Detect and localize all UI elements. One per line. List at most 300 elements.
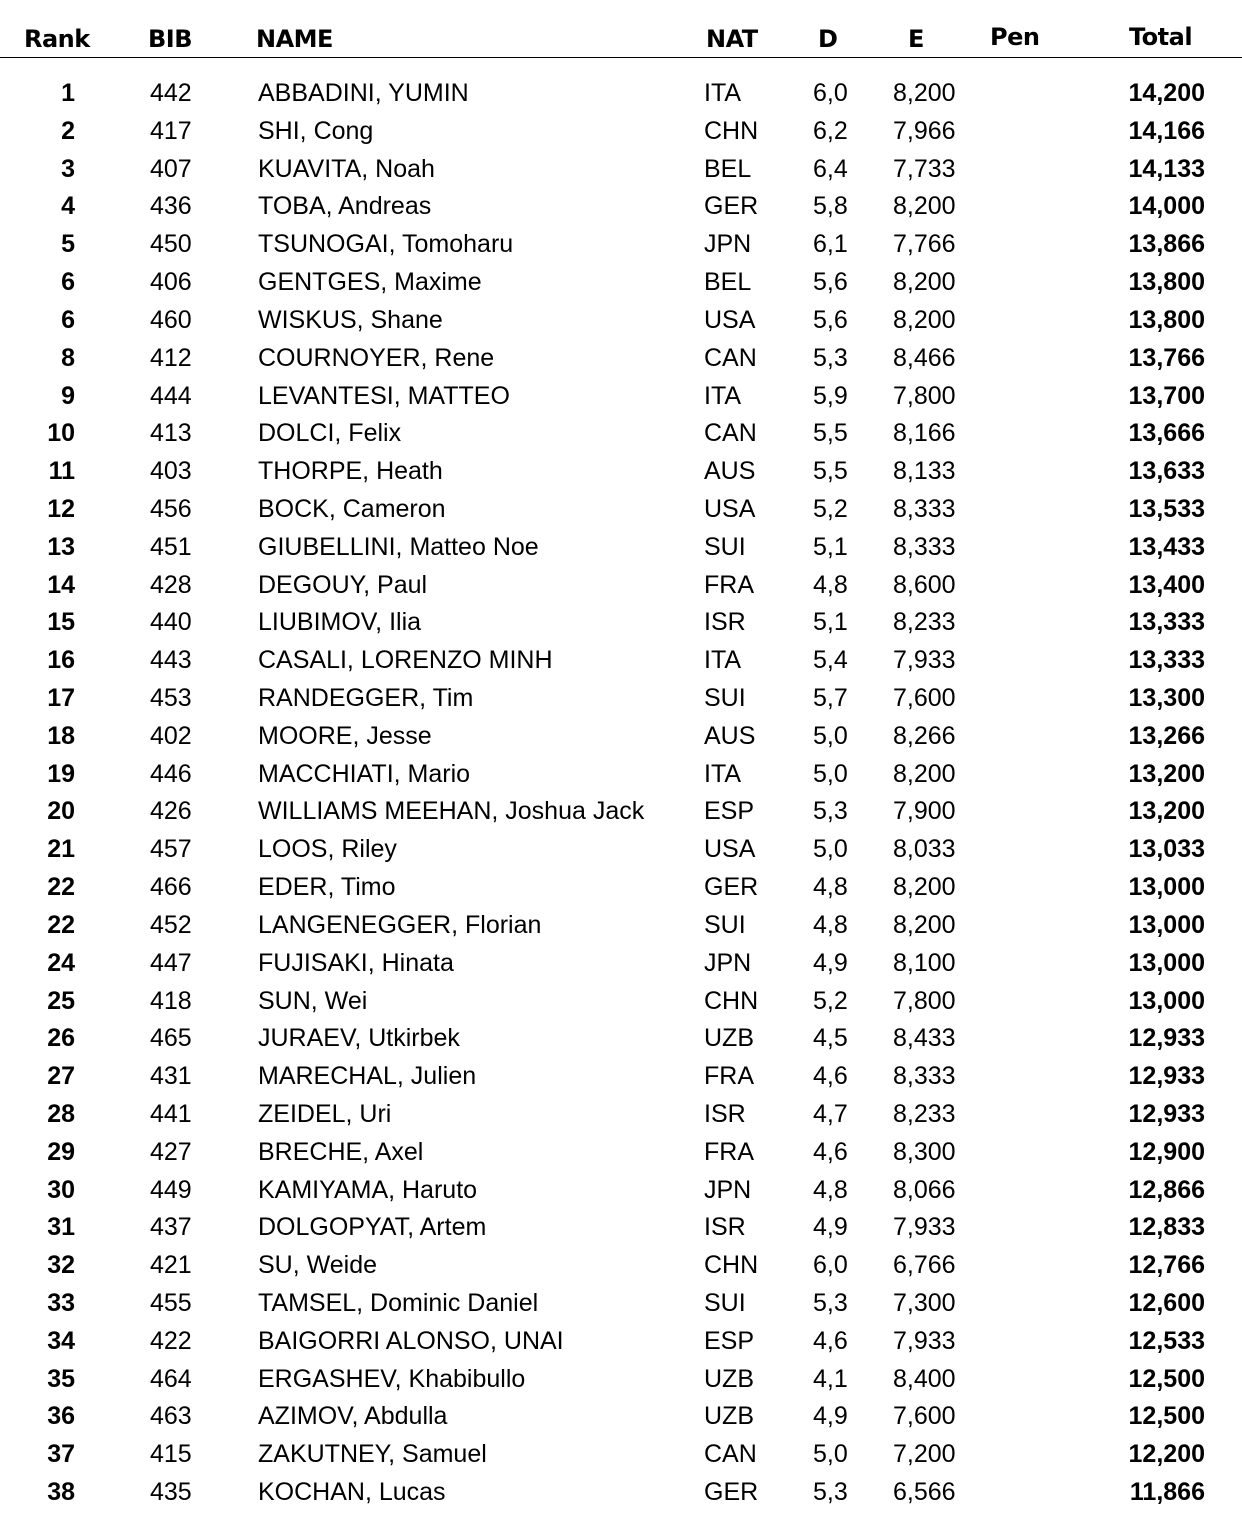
e-score-cell: 8,200 — [893, 79, 956, 107]
table-row — [0, 641, 1242, 679]
nat-cell: CHN — [704, 986, 759, 1015]
table-row — [0, 1473, 1242, 1511]
bib-cell: 457 — [150, 835, 192, 864]
table-row — [0, 150, 1242, 188]
nat-cell: SUI — [704, 532, 746, 561]
nat-cell: USA — [704, 494, 756, 523]
total-cell: 14,166 — [1128, 116, 1205, 145]
table-row — [0, 755, 1242, 793]
nat-cell: UZB — [704, 1402, 754, 1431]
rank-cell: 19 — [47, 759, 75, 788]
d-score-cell: 5,1 — [813, 532, 848, 561]
total-cell: 12,933 — [1128, 1024, 1205, 1053]
rank-cell: 31 — [47, 1213, 75, 1242]
e-score-cell: 8,066 — [893, 1175, 956, 1204]
bib-cell: 466 — [150, 873, 192, 902]
e-score-cell: 8,200 — [893, 759, 956, 788]
table-row — [0, 1397, 1242, 1435]
e-score-cell: 8,433 — [893, 1024, 956, 1053]
d-score-cell: 4,6 — [813, 1137, 848, 1166]
name-cell: GENTGES, Maxime — [258, 268, 482, 297]
total-cell: 12,933 — [1128, 1062, 1205, 1091]
d-score-cell: 5,8 — [813, 192, 848, 221]
total-cell: 13,000 — [1128, 948, 1205, 977]
name-cell: TOBA, Andreas — [258, 192, 432, 221]
nat-cell: ITA — [704, 381, 742, 410]
rank-cell: 15 — [47, 608, 75, 637]
bib-cell: 451 — [150, 532, 192, 561]
nat-cell: ISR — [704, 1213, 746, 1242]
total-cell: 12,900 — [1128, 1137, 1205, 1166]
name-cell: ABBADINI, YUMIN — [258, 79, 469, 107]
total-cell: 12,766 — [1128, 1251, 1205, 1280]
e-score-cell: 8,133 — [893, 457, 956, 486]
e-score-cell: 8,166 — [893, 419, 956, 448]
nat-cell: GER — [704, 873, 759, 902]
nat-cell: AUS — [704, 457, 756, 486]
nat-cell: UZB — [704, 1024, 754, 1053]
bib-cell: 452 — [150, 910, 192, 939]
total-cell: 13,800 — [1128, 305, 1205, 334]
total-cell: 13,433 — [1128, 532, 1205, 561]
nat-cell: GER — [704, 1478, 759, 1507]
bib-cell: 444 — [150, 381, 192, 410]
table-row — [0, 566, 1242, 604]
rank-cell: 33 — [47, 1289, 75, 1317]
name-cell: DOLGOPYAT, Artem — [258, 1213, 487, 1242]
table-row — [0, 1095, 1242, 1133]
d-score-cell: 4,8 — [813, 910, 848, 939]
rank-cell: 16 — [47, 646, 75, 675]
rank-cell: 13 — [47, 532, 75, 561]
table-row — [0, 263, 1242, 301]
table-row — [0, 982, 1242, 1020]
nat-cell: ISR — [704, 608, 746, 637]
rank-cell: 22 — [47, 910, 75, 939]
name-cell: WILLIAMS MEEHAN, Joshua Jack — [258, 797, 645, 826]
total-cell: 13,000 — [1128, 986, 1205, 1015]
rank-cell: 37 — [47, 1440, 75, 1469]
d-score-cell: 5,5 — [813, 419, 848, 448]
name-cell: LIUBIMOV, Ilia — [258, 608, 422, 637]
rank-cell: 22 — [47, 873, 75, 902]
e-score-cell: 8,200 — [893, 873, 956, 902]
rank-cell: 27 — [47, 1062, 75, 1091]
bib-cell: 463 — [150, 1402, 192, 1431]
e-score-cell: 8,233 — [893, 608, 956, 637]
table-row — [0, 679, 1242, 717]
d-score-cell: 5,3 — [813, 1478, 848, 1507]
nat-cell: SUI — [704, 1289, 746, 1317]
d-score-cell: 5,3 — [813, 343, 848, 372]
bib-cell: 428 — [150, 570, 192, 599]
e-score-cell: 8,200 — [893, 192, 956, 221]
d-score-cell: 5,5 — [813, 457, 848, 486]
e-score-cell: 7,300 — [893, 1289, 956, 1317]
d-score-cell: 5,0 — [813, 759, 848, 788]
rank-cell: 35 — [47, 1364, 75, 1393]
rank-cell: 8 — [61, 343, 75, 372]
d-score-cell: 5,7 — [813, 684, 848, 712]
total-cell: 14,133 — [1128, 154, 1205, 183]
total-cell: 13,200 — [1128, 797, 1205, 826]
nat-cell: USA — [704, 305, 756, 334]
rank-cell: 20 — [47, 797, 75, 826]
name-cell: LOOS, Riley — [258, 835, 397, 864]
name-cell: BRECHE, Axel — [258, 1137, 424, 1166]
total-cell: 13,666 — [1128, 419, 1205, 448]
name-cell: COURNOYER, Rene — [258, 343, 495, 372]
nat-cell: GER — [704, 192, 759, 221]
bib-cell: 455 — [150, 1289, 192, 1317]
rank-cell: 6 — [61, 305, 75, 334]
table-row — [0, 603, 1242, 641]
nat-cell: CAN — [704, 343, 757, 372]
total-cell: 13,633 — [1128, 457, 1205, 486]
total-cell: 13,700 — [1128, 381, 1205, 410]
e-score-cell: 8,600 — [893, 570, 956, 599]
d-score-cell: 5,3 — [813, 1289, 848, 1317]
nat-cell: UZB — [704, 1364, 754, 1393]
table-row — [0, 1284, 1242, 1322]
e-score-cell: 8,333 — [893, 1062, 956, 1091]
e-score-cell: 7,900 — [893, 797, 956, 826]
rank-cell: 11 — [48, 457, 75, 486]
nat-cell: SUI — [704, 684, 746, 712]
e-score-cell: 6,566 — [893, 1478, 956, 1507]
rank-cell: 32 — [47, 1251, 75, 1280]
table-row — [0, 339, 1242, 377]
results-table-body — [0, 74, 1242, 1511]
bib-cell: 440 — [150, 608, 192, 637]
table-row — [0, 301, 1242, 339]
bib-cell: 442 — [150, 79, 192, 107]
e-score-cell: 7,733 — [893, 154, 956, 183]
bib-cell: 447 — [150, 948, 192, 977]
e-score-cell: 7,600 — [893, 684, 956, 712]
e-score-cell: 7,200 — [893, 1440, 956, 1469]
name-cell: MOORE, Jesse — [258, 721, 432, 750]
table-header — [0, 0, 1242, 58]
name-cell: JURAEV, Utkirbek — [258, 1024, 460, 1053]
bib-cell: 441 — [150, 1099, 192, 1128]
d-score-cell: 5,6 — [813, 268, 848, 297]
rank-cell: 36 — [47, 1402, 75, 1431]
column-header-d: D — [818, 25, 838, 53]
nat-cell: FRA — [704, 570, 754, 599]
d-score-cell: 5,6 — [813, 305, 848, 334]
e-score-cell: 6,766 — [893, 1251, 956, 1280]
d-score-cell: 6,1 — [813, 230, 848, 259]
rank-cell: 21 — [47, 835, 75, 864]
name-cell: ERGASHEV, Khabibullo — [258, 1364, 526, 1393]
rank-cell: 10 — [47, 419, 75, 448]
name-cell: DEGOUY, Paul — [258, 570, 428, 599]
d-score-cell: 4,8 — [813, 1175, 848, 1204]
e-score-cell: 8,333 — [893, 494, 956, 523]
d-score-cell: 5,2 — [813, 986, 848, 1015]
column-header-nat: NAT — [706, 25, 758, 53]
table-row — [0, 225, 1242, 263]
e-score-cell: 8,100 — [893, 948, 956, 977]
bib-cell: 418 — [150, 986, 192, 1015]
table-row — [0, 187, 1242, 225]
e-score-cell: 8,333 — [893, 532, 956, 561]
total-cell: 13,000 — [1128, 873, 1205, 902]
total-cell: 12,600 — [1128, 1289, 1205, 1317]
bib-cell: 406 — [150, 268, 192, 297]
d-score-cell: 5,4 — [813, 646, 848, 675]
e-score-cell: 7,933 — [893, 1326, 956, 1355]
bib-cell: 413 — [150, 419, 192, 448]
total-cell: 13,800 — [1128, 268, 1205, 297]
table-row — [0, 528, 1242, 566]
d-score-cell: 5,0 — [813, 721, 848, 750]
rank-cell: 24 — [47, 948, 75, 977]
rank-cell: 18 — [47, 721, 75, 750]
e-score-cell: 8,400 — [893, 1364, 956, 1393]
total-cell: 13,333 — [1128, 646, 1205, 675]
nat-cell: JPN — [704, 1175, 752, 1204]
table-row — [0, 1322, 1242, 1360]
d-score-cell: 4,9 — [813, 948, 848, 977]
bib-cell: 415 — [150, 1440, 192, 1469]
bib-cell: 407 — [150, 154, 192, 183]
name-cell: GIUBELLINI, Matteo Noe — [258, 532, 539, 561]
d-score-cell: 4,8 — [813, 570, 848, 599]
d-score-cell: 4,8 — [813, 873, 848, 902]
bib-cell: 422 — [150, 1326, 192, 1355]
total-cell: 14,000 — [1128, 192, 1205, 221]
name-cell: THORPE, Heath — [258, 457, 443, 486]
bib-cell: 456 — [150, 494, 192, 523]
d-score-cell: 4,1 — [813, 1364, 848, 1393]
rank-cell: 9 — [61, 381, 75, 410]
total-cell: 13,400 — [1128, 570, 1205, 599]
name-cell: TAMSEL, Dominic Daniel — [258, 1289, 539, 1317]
rank-cell: 26 — [47, 1024, 75, 1053]
nat-cell: CAN — [704, 1440, 757, 1469]
column-header-bib: BIB — [148, 25, 193, 53]
total-cell: 13,266 — [1128, 721, 1205, 750]
d-score-cell: 4,7 — [813, 1099, 848, 1128]
nat-cell: BEL — [704, 268, 752, 297]
d-score-cell: 4,6 — [813, 1326, 848, 1355]
total-cell: 13,766 — [1128, 343, 1205, 372]
column-header-e: E — [908, 25, 924, 53]
table-row — [0, 1360, 1242, 1398]
d-score-cell: 6,0 — [813, 1251, 848, 1280]
bib-cell: 453 — [150, 684, 192, 712]
nat-cell: AUS — [704, 721, 756, 750]
rank-cell: 34 — [47, 1326, 75, 1355]
e-score-cell: 7,933 — [893, 646, 956, 675]
nat-cell: JPN — [704, 948, 752, 977]
table-row — [0, 944, 1242, 982]
table-row — [0, 1246, 1242, 1284]
nat-cell: ISR — [704, 1099, 746, 1128]
total-cell: 13,533 — [1128, 494, 1205, 523]
rank-cell: 29 — [47, 1137, 75, 1166]
table-row — [0, 1057, 1242, 1095]
total-cell: 13,200 — [1128, 759, 1205, 788]
rank-cell: 25 — [47, 986, 75, 1015]
e-score-cell: 8,300 — [893, 1137, 956, 1166]
name-cell: CASALI, LORENZO MINH — [258, 646, 553, 675]
name-cell: BOCK, Cameron — [258, 494, 446, 523]
nat-cell: CHN — [704, 116, 759, 145]
total-cell: 14,200 — [1128, 79, 1205, 107]
column-header-total: Total — [1129, 23, 1193, 51]
bib-cell: 465 — [150, 1024, 192, 1053]
name-cell: KAMIYAMA, Haruto — [258, 1175, 478, 1204]
total-cell: 12,866 — [1128, 1175, 1205, 1204]
nat-cell: CAN — [704, 419, 757, 448]
name-cell: LANGENEGGER, Florian — [258, 910, 542, 939]
nat-cell: ITA — [704, 646, 742, 675]
e-score-cell: 7,600 — [893, 1402, 956, 1431]
rank-cell: 17 — [47, 684, 75, 712]
table-row — [0, 906, 1242, 944]
table-row — [0, 112, 1242, 150]
nat-cell: ITA — [704, 759, 742, 788]
table-row — [0, 1019, 1242, 1057]
column-header-rank: Rank — [24, 25, 90, 53]
rank-cell: 6 — [61, 268, 75, 297]
bib-cell: 460 — [150, 305, 192, 334]
nat-cell: ESP — [704, 797, 755, 826]
e-score-cell: 7,933 — [893, 1213, 956, 1242]
total-cell: 12,533 — [1128, 1326, 1205, 1355]
bib-cell: 464 — [150, 1364, 192, 1393]
nat-cell: JPN — [704, 230, 752, 259]
e-score-cell: 8,200 — [893, 910, 956, 939]
table-row — [0, 74, 1242, 112]
name-cell: ZAKUTNEY, Samuel — [258, 1440, 487, 1469]
d-score-cell: 5,3 — [813, 797, 848, 826]
d-score-cell: 6,2 — [813, 116, 848, 145]
rank-cell: 12 — [47, 494, 75, 523]
name-cell: LEVANTESI, MATTEO — [258, 381, 510, 410]
d-score-cell: 4,9 — [813, 1213, 848, 1242]
header-divider — [0, 57, 1242, 58]
column-header-name: NAME — [256, 25, 333, 53]
column-header-pen: Pen — [990, 23, 1040, 51]
name-cell: WISKUS, Shane — [258, 305, 443, 334]
table-row — [0, 490, 1242, 528]
rank-cell: 14 — [47, 570, 75, 599]
table-row — [0, 414, 1242, 452]
name-cell: MARECHAL, Julien — [258, 1062, 477, 1091]
name-cell: EDER, Timo — [258, 873, 396, 902]
name-cell: AZIMOV, Abdulla — [258, 1402, 448, 1431]
table-row — [0, 792, 1242, 830]
nat-cell: ITA — [704, 79, 742, 107]
rank-cell: 30 — [47, 1175, 75, 1204]
e-score-cell: 7,800 — [893, 381, 956, 410]
bib-cell: 431 — [150, 1062, 192, 1091]
bib-cell: 412 — [150, 343, 192, 372]
table-row — [0, 868, 1242, 906]
total-cell: 13,033 — [1128, 835, 1205, 864]
e-score-cell: 8,266 — [893, 721, 956, 750]
bib-cell: 436 — [150, 192, 192, 221]
nat-cell: FRA — [704, 1062, 754, 1091]
name-cell: SHI, Cong — [258, 116, 374, 145]
rank-cell: 2 — [61, 116, 75, 145]
rank-cell: 28 — [47, 1099, 75, 1128]
d-score-cell: 5,0 — [813, 1440, 848, 1469]
nat-cell: SUI — [704, 910, 746, 939]
bib-cell: 421 — [150, 1251, 192, 1280]
bib-cell: 427 — [150, 1137, 192, 1166]
table-row — [0, 1208, 1242, 1246]
nat-cell: CHN — [704, 1251, 759, 1280]
d-score-cell: 4,9 — [813, 1402, 848, 1431]
total-cell: 13,300 — [1128, 684, 1205, 712]
total-cell: 13,000 — [1128, 910, 1205, 939]
total-cell: 12,500 — [1128, 1402, 1205, 1431]
table-row — [0, 1435, 1242, 1473]
total-cell: 12,500 — [1128, 1364, 1205, 1393]
table-row — [0, 452, 1242, 490]
total-cell: 12,933 — [1128, 1099, 1205, 1128]
total-cell: 11,866 — [1129, 1478, 1205, 1507]
d-score-cell: 4,5 — [813, 1024, 848, 1053]
bib-cell: 426 — [150, 797, 192, 826]
name-cell: SU, Weide — [258, 1251, 378, 1280]
e-score-cell: 8,033 — [893, 835, 956, 864]
d-score-cell: 5,0 — [813, 835, 848, 864]
rank-cell: 38 — [47, 1478, 75, 1507]
name-cell: ZEIDEL, Uri — [258, 1099, 392, 1128]
name-cell: MACCHIATI, Mario — [258, 759, 471, 788]
table-row — [0, 830, 1242, 868]
bib-cell: 402 — [150, 721, 192, 750]
bib-cell: 450 — [150, 230, 192, 259]
d-score-cell: 5,9 — [813, 381, 848, 410]
rank-cell: 5 — [61, 230, 75, 259]
name-cell: TSUNOGAI, Tomoharu — [258, 230, 514, 259]
bib-cell: 446 — [150, 759, 192, 788]
d-score-cell: 5,2 — [813, 494, 848, 523]
e-score-cell: 8,200 — [893, 305, 956, 334]
total-cell: 13,333 — [1128, 608, 1205, 637]
d-score-cell: 6,0 — [813, 79, 848, 107]
bib-cell: 417 — [150, 116, 192, 145]
rank-cell: 3 — [61, 154, 75, 183]
table-row — [0, 1171, 1242, 1209]
name-cell: KUAVITA, Noah — [258, 154, 435, 183]
bib-cell: 435 — [150, 1478, 192, 1507]
d-score-cell: 5,1 — [813, 608, 848, 637]
bib-cell: 443 — [150, 646, 192, 675]
name-cell: DOLCI, Felix — [258, 419, 402, 448]
total-cell: 12,200 — [1128, 1440, 1205, 1469]
bib-cell: 449 — [150, 1175, 192, 1204]
d-score-cell: 4,6 — [813, 1062, 848, 1091]
nat-cell: BEL — [704, 154, 752, 183]
nat-cell: ESP — [704, 1326, 755, 1355]
e-score-cell: 8,200 — [893, 268, 956, 297]
e-score-cell: 8,466 — [893, 343, 956, 372]
name-cell: KOCHAN, Lucas — [258, 1478, 446, 1507]
rank-cell: 1 — [61, 79, 75, 107]
rank-cell: 4 — [61, 192, 75, 221]
name-cell: FUJISAKI, Hinata — [258, 948, 454, 977]
e-score-cell: 7,966 — [893, 116, 956, 145]
e-score-cell: 8,233 — [893, 1099, 956, 1128]
